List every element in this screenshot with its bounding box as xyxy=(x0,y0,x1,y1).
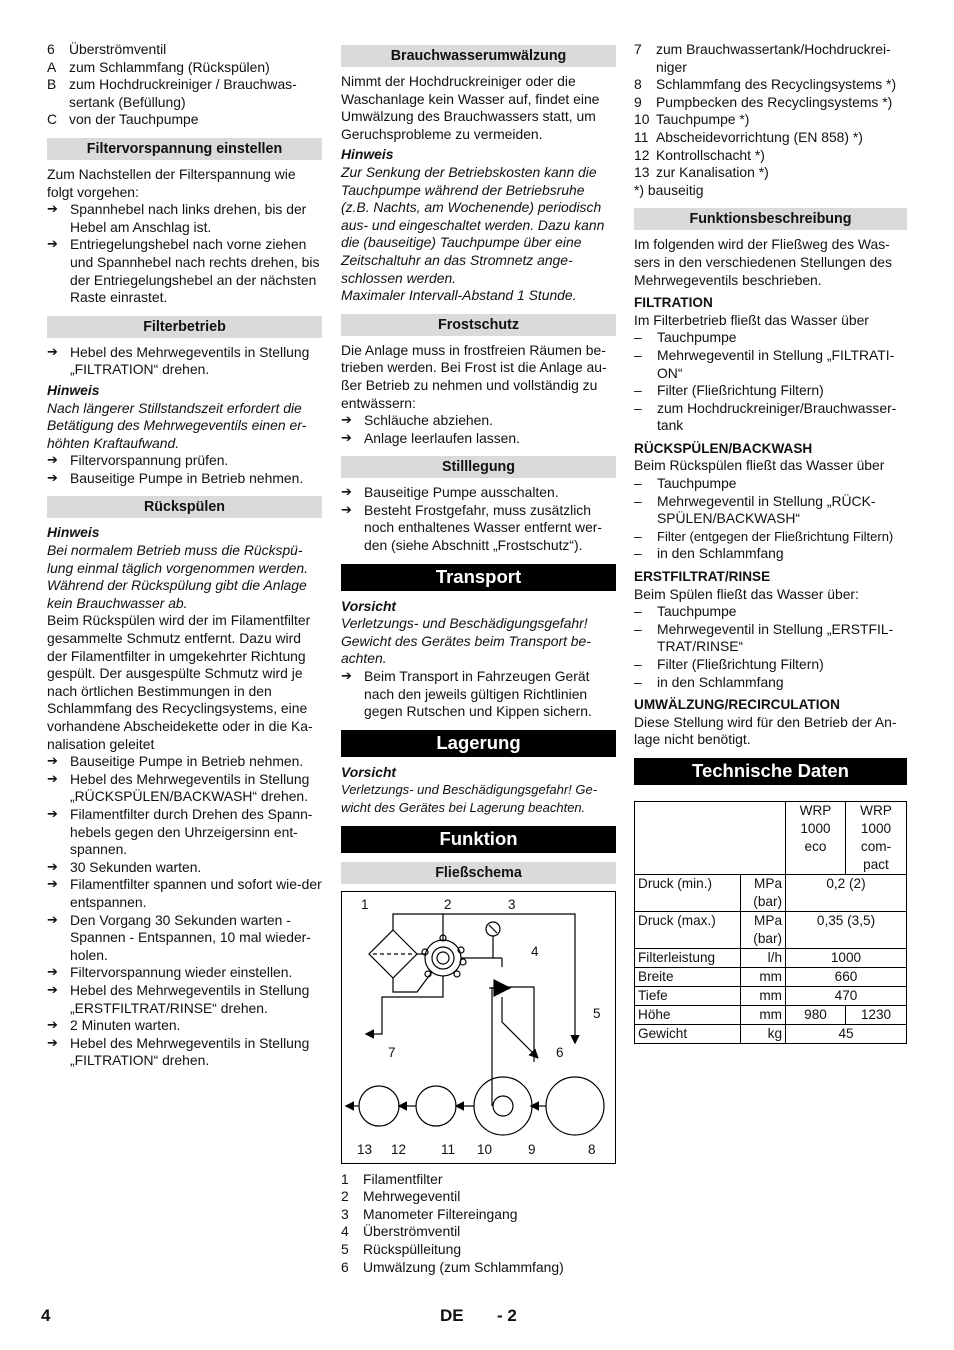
paragraph: Diese Stellung wird für den Betrieb der An-lage nicht benötigt. xyxy=(634,713,897,748)
subsection-caption: UMWÄLZUNG/RECIRCULATION xyxy=(634,697,840,713)
legend-top xyxy=(47,41,322,129)
warning-heading: Vorsicht xyxy=(341,763,397,780)
diagram-label-5: 5 xyxy=(593,1005,601,1021)
paragraph: Zum Nachstellen der Filterspannung wie folgt vorgehen: xyxy=(47,165,296,200)
step: ➔ Filtervorspannung prüfen. xyxy=(47,452,229,469)
step: ➔ Beim Transport in Fahrzeugen Gerät nach den jeweils gültigen Richtlinien gegen Rutschen und Kippen sichern. xyxy=(341,668,592,720)
list-item: 2 Mehrwegeventil xyxy=(341,1188,461,1205)
chapter-heading: Technische Daten xyxy=(634,758,907,785)
arrow-icon: ➔ xyxy=(47,202,58,218)
section-heading: Rückspülen xyxy=(47,496,322,518)
table-row: Tiefe mm 470 xyxy=(635,986,907,1005)
tank-11 xyxy=(416,1086,456,1126)
list-item: 4 Überströmventil xyxy=(341,1223,461,1240)
list-item: 6 Umwälzung (zum Schlammfang) xyxy=(341,1258,564,1275)
step: ➔ 2 Minuten warten. xyxy=(47,1017,181,1034)
list-item: 8 Schlammfang des Recyclingsystems *) xyxy=(634,76,897,93)
step: ➔ Hebel des Mehrwegeventils in Stellung „RÜCKSPÜLEN/BACKWASH“ drehen. xyxy=(47,770,310,805)
paragraph: Beim Rückspülen wird der im Filamentfilter gesammelte Schmutz entfernt. Dazu wird der Filamentfilter in umgekehrter Richtung gespült. Der ausgespülte Schmutz wird je nach örtlichen Bestimmungen in den Schlammfang des Recyclingsystems, eine vorhandene Abscheidekette oder in die Ka-nalisation geleitet xyxy=(47,612,313,752)
arrow-icon: ➔ xyxy=(341,430,352,446)
list-item: 6 Überströmventil xyxy=(47,41,167,57)
tank-9 xyxy=(474,1077,532,1135)
list-item: 3 Manometer Filtereingang xyxy=(341,1205,518,1222)
note-heading: Hinweis xyxy=(47,524,100,541)
diagram-label-7: 7 xyxy=(388,1044,396,1060)
chapter-heading: Transport xyxy=(341,564,616,591)
sub-page-number: - 2 xyxy=(497,1306,517,1325)
section-heading: Filtervorspannung einstellen xyxy=(47,138,322,160)
arrow-icon: ➔ xyxy=(341,485,352,501)
arrow-icon: ➔ xyxy=(47,237,58,253)
section-heading: Brauchwasserumwälzung xyxy=(341,45,616,67)
warning-text: Verletzungs- und Beschädigungsgefahr! Gewicht des Gerätes beim Transport be-achten. xyxy=(341,615,591,667)
header-compact: WRP 1000 com-pact xyxy=(846,801,907,874)
step: ➔ Bauseitige Pumpe in Betrieb nehmen. xyxy=(47,469,304,486)
arrow-icon: ➔ xyxy=(47,982,58,998)
tank-8 xyxy=(546,1077,604,1135)
chapter-heading: Lagerung xyxy=(341,730,616,757)
diagram-label-6: 6 xyxy=(556,1044,564,1060)
chapter-heading: Funktion xyxy=(341,826,616,853)
paragraph: Im Filterbetrieb fließt das Wasser über xyxy=(634,311,869,328)
page-number: 4 xyxy=(41,1306,51,1325)
diagram-label-3: 3 xyxy=(508,896,516,912)
column-right xyxy=(634,41,907,1044)
diagram-label-11: 11 xyxy=(441,1141,456,1157)
dash-item: – in den Schlammfang xyxy=(634,545,784,562)
step: ➔ Bauseitige Pumpe ausschalten. xyxy=(341,484,559,501)
paragraph: Im folgenden wird der Fließweg des Was-sers in den verschiedenen Stellungen des Mehrwegeventils beschrieben. xyxy=(634,236,892,288)
tech-data-table xyxy=(634,801,907,1044)
arrow-icon: ➔ xyxy=(47,470,58,486)
warning-heading: Vorsicht xyxy=(341,597,397,614)
arrow-icon: ➔ xyxy=(341,413,352,429)
arrow-icon: ➔ xyxy=(47,806,58,822)
diagram-label-13: 13 xyxy=(357,1141,373,1157)
subsection-caption: ERSTFILTRAT/RINSE xyxy=(634,569,771,585)
step: ➔ Den Vorgang 30 Sekunden warten - Spannen - Entspannen, 10 mal wieder-holen. xyxy=(47,911,311,963)
paragraph: Beim Rückspülen fließt das Wasser über xyxy=(634,457,885,474)
step: ➔ Entriegelungshebel nach vorne ziehen und Spannhebel nach rechts drehen, bis der Entriegelungshebel an der nächsten Raste einrastet. xyxy=(47,236,320,306)
step: ➔ Hebel des Mehrwegeventils in Stellung „FILTRATION“ drehen. xyxy=(47,1034,310,1069)
section-heading: Funktionsbeschreibung xyxy=(634,208,907,230)
list-item: 7 zum Brauchwassertank/Hochdruckrei-niger xyxy=(634,41,891,75)
step: ➔ Besteht Frostgefahr, muss zusätzlich noch enthaltenes Wasser entfernt wer-den (siehe Abschnitt „Frostschutz“). xyxy=(341,501,603,554)
note-text: Zur Senkung der Betriebskosten kann die Tauchpumpe während der Betriebsruhe (z.B. Nachts, am Wochenende) periodisch aus- und eingeschaltet werden. Dazu kann die (bauseitige) Tauchpumpe über eine Zeitschaltuhr an das Stromnetz ange-schlossen werden. xyxy=(341,163,605,286)
section-heading: Stilllegung xyxy=(341,456,616,478)
dash-item: – zum Hochdruckreiniger/Brauchwasser-tank xyxy=(634,399,897,434)
list-item: 13 zur Kanalisation *) xyxy=(634,164,769,181)
arrow-icon: ➔ xyxy=(47,754,58,770)
table-row: Filterleistung l/h 1000 xyxy=(635,948,907,967)
step: ➔ Filamentfilter spannen und sofort wie-der entspannen. xyxy=(47,876,322,910)
column-middle xyxy=(341,35,616,1276)
note-text: Nach längerer Stillstandszeit erfordert die Betätigung des Mehrwegeventils einen er-höhten Kraftaufwand. xyxy=(47,399,307,451)
arrow-icon: ➔ xyxy=(47,912,58,928)
step: ➔ Filtervorspannung wieder einstellen. xyxy=(47,964,293,981)
subsection-caption: RÜCKSPÜLEN/BACKWASH xyxy=(634,440,813,456)
step: ➔ Filamentfilter durch Drehen des Spann-hebels gegen den Uhrzeigersinn ent-spannen. xyxy=(47,805,313,858)
dash-item: – Tauchpumpe xyxy=(634,475,737,492)
section-heading: Filterbetrieb xyxy=(47,316,322,338)
header-eco: WRP 1000 eco xyxy=(786,801,846,874)
table-row: Druck (max.) MPa (bar) 0,35 (3,5) xyxy=(635,911,907,948)
list-item: A zum Schlammfang (Rückspülen) xyxy=(47,58,270,75)
diagram-label-8: 8 xyxy=(588,1141,596,1157)
table-row: Höhe mm 980 1230 xyxy=(635,1005,907,1024)
dash-item: – Filter (Fließrichtung Filtern) xyxy=(634,656,824,672)
dash-item: – Mehrwegeventil in Stellung „FILTRATI-ON“ xyxy=(634,346,895,381)
flow-diagram-drawing xyxy=(342,892,615,1163)
warning-text: Verletzungs- und Beschädigungsgefahr! Ge-wicht des Gerätes bei Lagerung beachten. xyxy=(341,782,598,815)
table-header-row xyxy=(635,801,907,874)
dash-item: – Filter (entgegen der Fließrichtung Filtern) xyxy=(634,527,894,544)
valve-symbol xyxy=(425,940,461,976)
step-list xyxy=(47,753,322,1070)
list-item: 12 Kontrollschacht *) xyxy=(634,146,765,163)
list-item: C von der Tauchpumpe xyxy=(47,111,199,128)
note-heading: Hinweis xyxy=(47,381,100,398)
dash-item: – Tauchpumpe xyxy=(634,603,737,620)
diagram-legend xyxy=(341,1171,616,1277)
step: ➔ Anlage leerlaufen lassen. xyxy=(341,429,520,446)
arrow-icon: ➔ xyxy=(47,859,58,875)
footnote: *) bauseitig xyxy=(634,181,704,198)
dash-item: – Mehrwegeventil in Stellung „RÜCK-SPÜLEN/BACKWASH“ xyxy=(634,492,876,527)
note-text: Maximaler Intervall-Abstand 1 Stunde. xyxy=(341,287,577,304)
dash-item: – Filter (Fließrichtung Filtern) xyxy=(634,382,824,399)
step: ➔ Hebel des Mehrwegeventils in Stellung „ERSTFILTRAT/RINSE“ drehen. xyxy=(47,981,310,1016)
column-left xyxy=(47,41,322,1070)
list-item: B zum Hochdruckreiniger / Brauchwas-sertank (Befüllung) xyxy=(47,76,297,110)
step: ➔ Bauseitige Pumpe in Betrieb nehmen. xyxy=(47,753,304,770)
diagram-legend-continued xyxy=(634,41,907,199)
language-code: DE xyxy=(440,1306,464,1325)
step: ➔ Schläuche abziehen. xyxy=(341,412,493,429)
arrow-icon: ➔ xyxy=(47,344,58,360)
note-text: Bei normalem Betrieb muss die Rückspü-lung einmal täglich vorgenommen werden. Während der Rückspülung gibt die Anlage kein Brauchwasser ab. xyxy=(47,542,308,611)
table-row: Breite mm 660 xyxy=(635,967,907,986)
diagram-label-9: 9 xyxy=(528,1141,536,1157)
note-heading: Hinweis xyxy=(341,146,394,163)
flow-diagram xyxy=(341,891,616,1164)
paragraph: Nimmt der Hochdruckreiniger oder die Waschanlage kein Wasser auf, findet eine Umwälzung des Brauchwassers statt, um Geruchsprobleme zu vermeiden. xyxy=(341,73,600,142)
step: ➔ Spannhebel nach links drehen, bis der Hebel am Anschlag ist. xyxy=(47,201,307,235)
arrow-icon: ➔ xyxy=(47,877,58,893)
dash-item: – Mehrwegeventil in Stellung „ERSTFIL-TRAT/RINSE“ xyxy=(634,620,894,655)
dash-item: – Tauchpumpe xyxy=(634,329,737,346)
arrow-icon: ➔ xyxy=(47,771,58,787)
tank-12 xyxy=(359,1086,399,1126)
arrow-icon: ➔ xyxy=(341,502,352,518)
step: ➔ Hebel des Mehrwegeventils in Stellung „FILTRATION“ drehen. xyxy=(47,343,310,378)
table-row: Druck (min.) MPa (bar) 0,2 (2) xyxy=(635,874,907,911)
section-heading: Frostschutz xyxy=(341,314,616,336)
step: ➔ 30 Sekunden warten. xyxy=(47,858,202,875)
arrow-icon: ➔ xyxy=(47,453,58,469)
diagram-label-4: 4 xyxy=(531,943,539,959)
subsection-caption: FILTRATION xyxy=(634,295,713,311)
list-item: 5 Rückspülleitung xyxy=(341,1240,462,1257)
diagram-label-2: 2 xyxy=(444,896,452,912)
list-item: 11 Abscheidevorrichtung (EN 858) *) xyxy=(634,128,863,145)
paragraph: Die Anlage muss in frostfreien Räumen be-trieben werden. Bei Frost ist die Anlage au-ßer Betrieb zu nehmen und vollständig zu entwässern: xyxy=(341,341,607,411)
list-item: 1 Filamentfilter xyxy=(341,1170,443,1187)
diagram-label-1: 1 xyxy=(361,896,369,912)
arrow-icon: ➔ xyxy=(47,1018,58,1034)
list-item: 10 Tauchpumpe *) xyxy=(634,111,750,128)
arrow-icon: ➔ xyxy=(47,1035,58,1051)
diagram-label-10: 10 xyxy=(477,1141,493,1157)
diagram-label-12: 12 xyxy=(391,1141,407,1157)
section-heading: Fließschema xyxy=(341,862,616,884)
paragraph: Beim Spülen fließt das Wasser über: xyxy=(634,585,859,602)
dash-item: – in den Schlammfang xyxy=(634,673,784,690)
arrow-icon: ➔ xyxy=(47,965,58,981)
list-item: 9 Pumpbecken des Recyclingsystems *) xyxy=(634,93,893,110)
table-row: Gewicht kg 45 xyxy=(635,1024,907,1043)
arrow-icon: ➔ xyxy=(341,669,352,685)
